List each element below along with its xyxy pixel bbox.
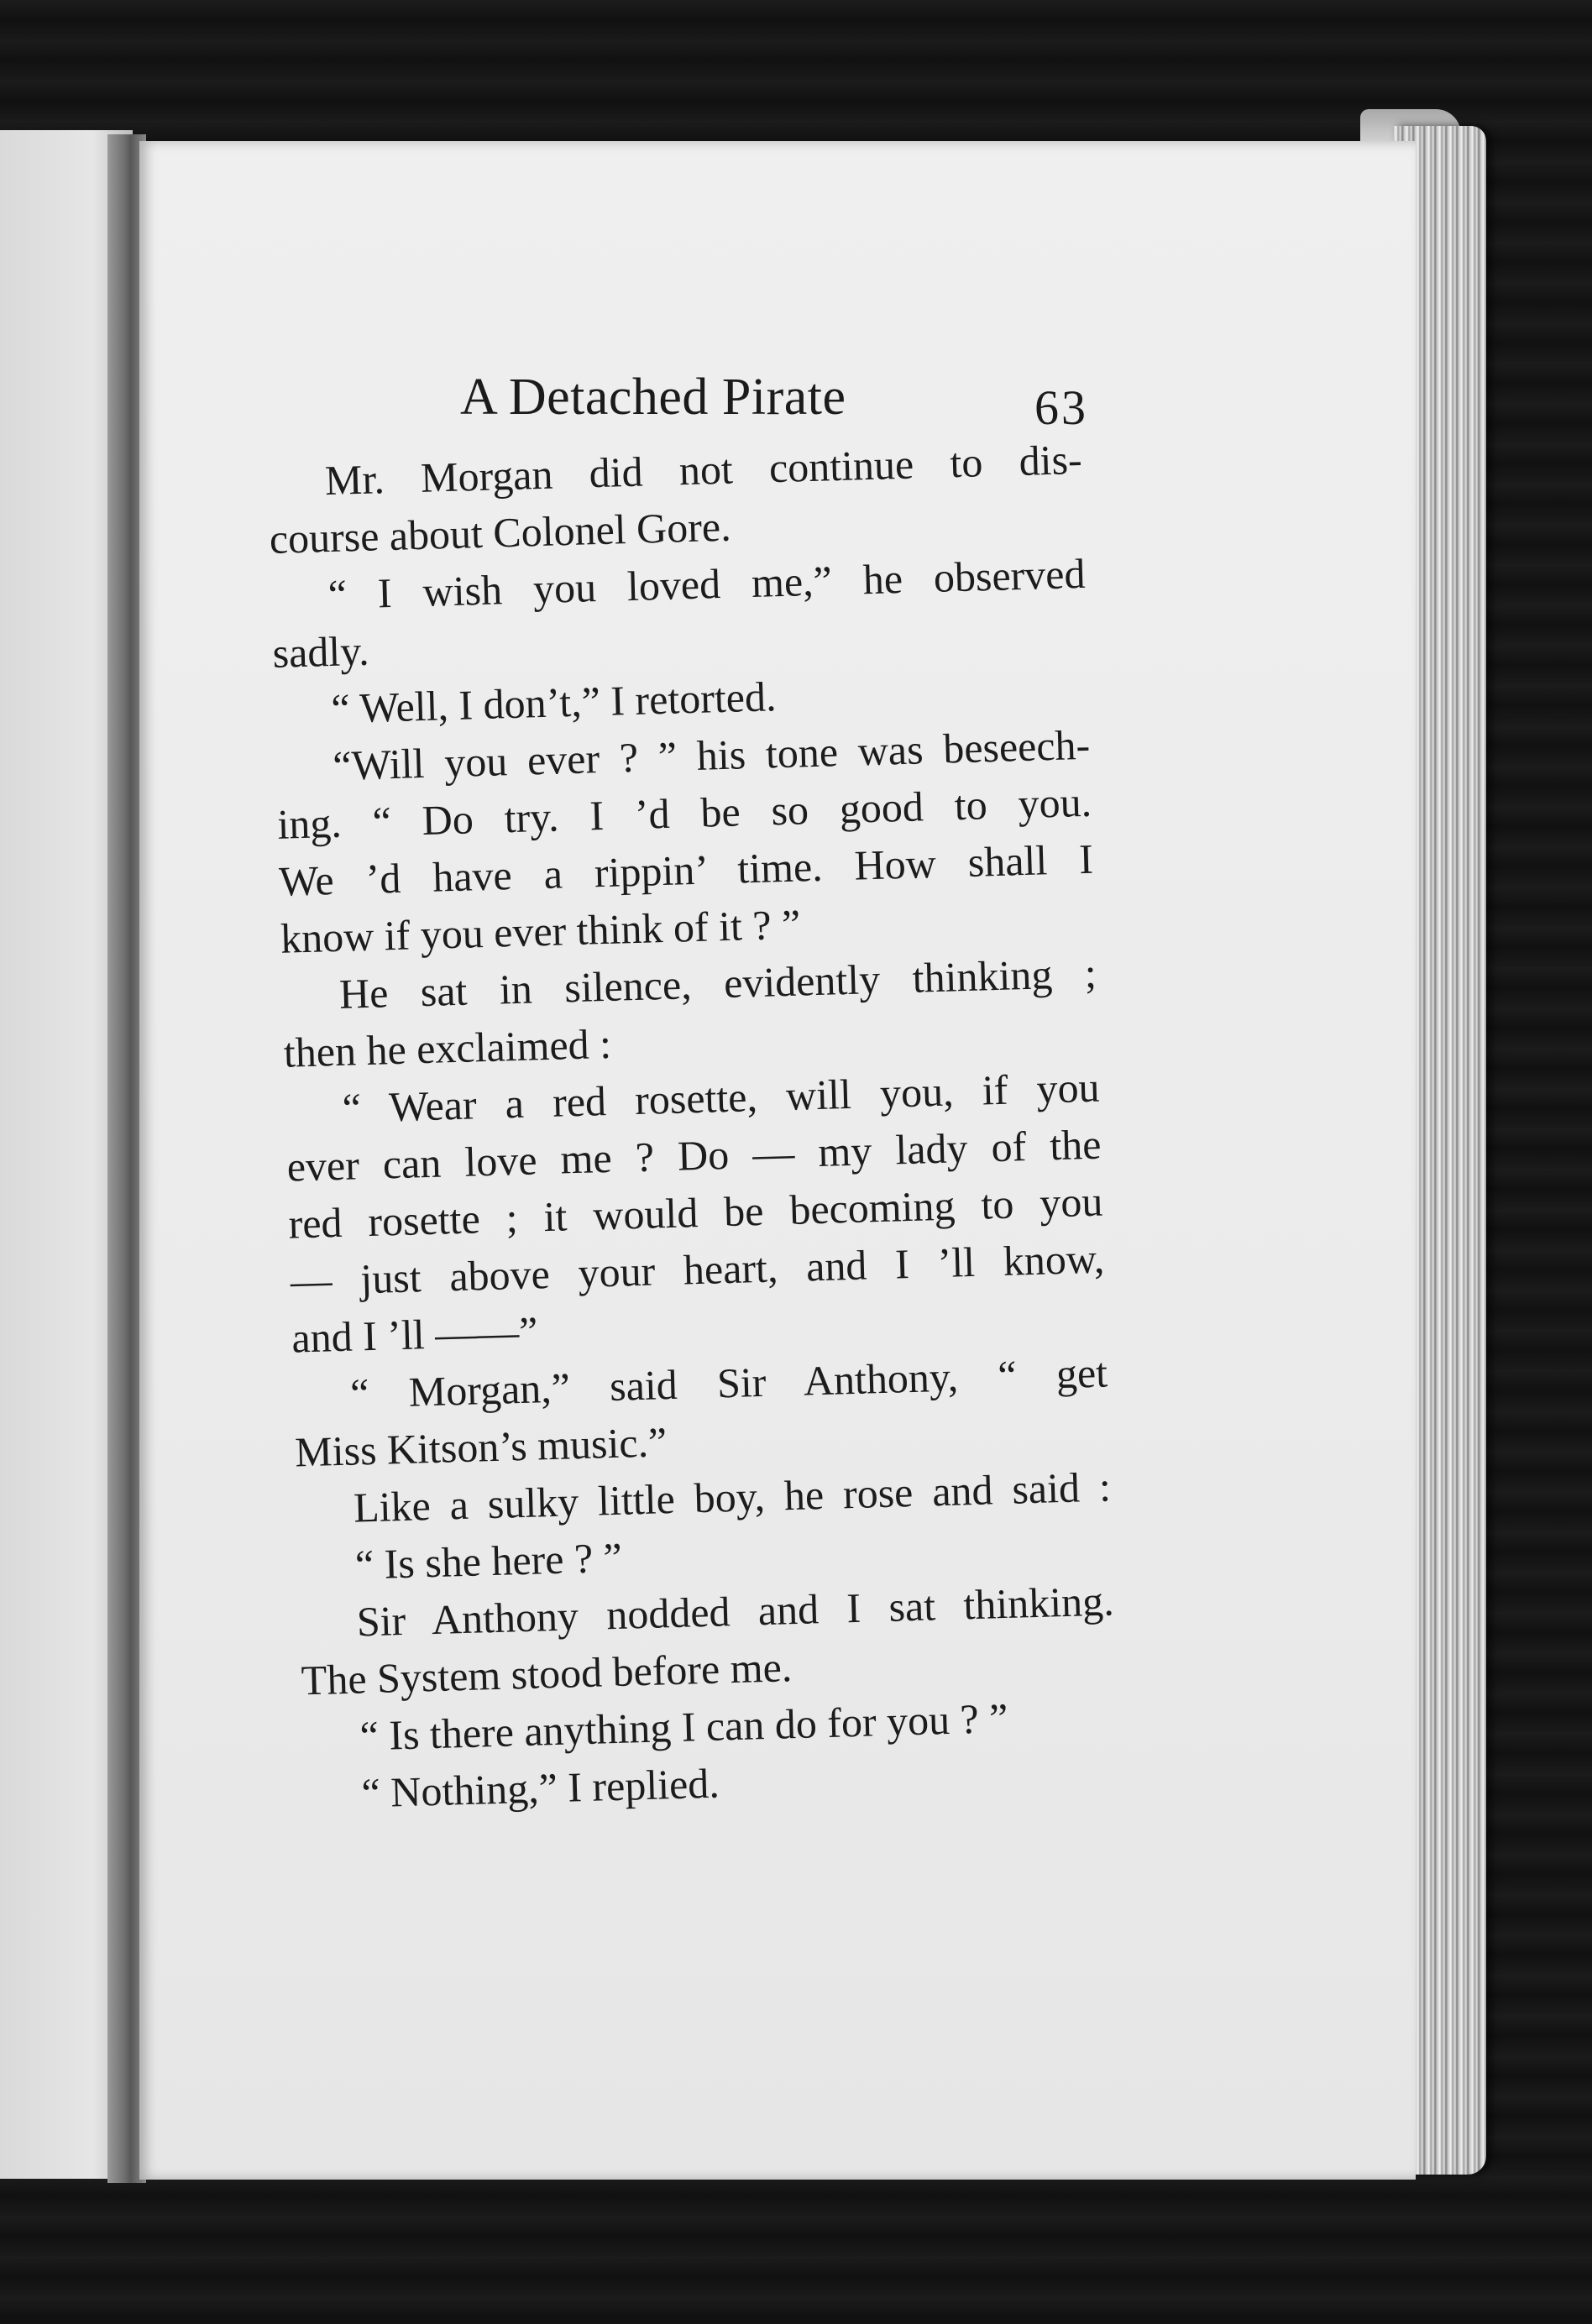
text-line: and I ’ll ——”: [291, 1307, 539, 1362]
text-line: “ Is she here ? ”: [354, 1533, 623, 1589]
text-line: Like a sulky little boy, he rose and said :: [353, 1463, 1112, 1531]
text-line: sadly.: [271, 626, 370, 677]
text-line: “ Morgan,” said Sir Anthony, “ get: [349, 1348, 1108, 1417]
text-line: “Will you ever ? ” his tone was beseech-: [332, 720, 1091, 789]
text-line: red rosette ; it would be becoming to you: [287, 1177, 1104, 1248]
text-line: We ’d have a rippin’ time. How shall I: [278, 835, 1094, 905]
text-line: “ Wear a red rosette, will you, if you: [342, 1063, 1101, 1132]
text-line: know if you ever think of it ? ”: [280, 900, 801, 962]
body-text: [267, 431, 1119, 1823]
text-line: ing. “ Do try. I ’d be so good to you.: [276, 777, 1092, 848]
text-line: Mr. Morgan did not continue to dis-: [324, 435, 1083, 505]
text-line: Miss Kitson’s music.”: [294, 1418, 668, 1476]
text-line: ever can love me ? Do — my lady of the: [285, 1120, 1102, 1191]
page-number: 63: [1034, 380, 1088, 435]
text-line: “ Nothing,” I replied.: [360, 1759, 720, 1817]
text-line: He sat in silence, evidently thinking ;: [338, 949, 1097, 1018]
text-line: Sir Anthony nodded and I sat thinking.: [356, 1577, 1115, 1646]
text-line: course about Colonel Gore.: [269, 502, 732, 563]
text-line: then he exclaimed :: [283, 1019, 612, 1076]
text-line: — just above your heart, and I ’ll know,: [289, 1234, 1105, 1305]
text-line: “ Is there anything I can do for you ? ”: [359, 1693, 1009, 1760]
text-line: The System stood before me.: [301, 1643, 793, 1704]
text-line: “ Well, I don’t,” I retorted.: [330, 673, 778, 732]
text-line: “ I wish you loved me,” he observed: [327, 549, 1087, 619]
running-head: A Detached Pirate: [460, 369, 846, 426]
